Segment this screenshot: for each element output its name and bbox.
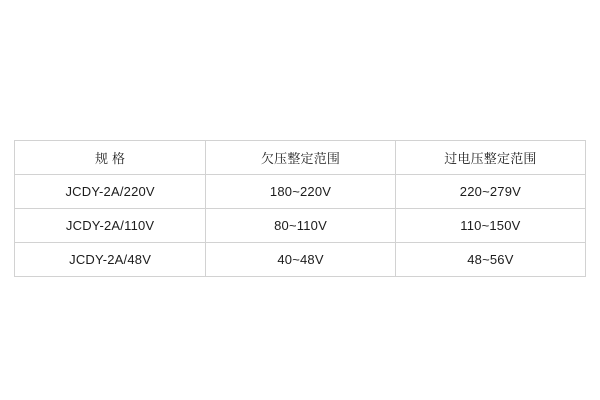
table-header-row bbox=[15, 141, 586, 175]
column-header-undervoltage-range: 欠压整定范围 bbox=[206, 141, 396, 175]
column-header-overvoltage-range: 过电压整定范围 bbox=[395, 141, 585, 175]
table-row bbox=[15, 243, 586, 277]
cell-undervoltage-range: 80~110V bbox=[206, 209, 396, 243]
specification-table-container bbox=[14, 140, 586, 277]
table-row bbox=[15, 209, 586, 243]
cell-overvoltage-range: 220~279V bbox=[395, 175, 585, 209]
cell-undervoltage-range: 180~220V bbox=[206, 175, 396, 209]
table-row bbox=[15, 175, 586, 209]
cell-spec: JCDY-2A/48V bbox=[15, 243, 206, 277]
cell-spec: JCDY-2A/220V bbox=[15, 175, 206, 209]
cell-overvoltage-range: 110~150V bbox=[395, 209, 585, 243]
cell-spec: JCDY-2A/110V bbox=[15, 209, 206, 243]
cell-overvoltage-range: 48~56V bbox=[395, 243, 585, 277]
column-header-spec: 规 格 bbox=[15, 141, 206, 175]
cell-undervoltage-range: 40~48V bbox=[206, 243, 396, 277]
specification-table bbox=[14, 140, 586, 277]
